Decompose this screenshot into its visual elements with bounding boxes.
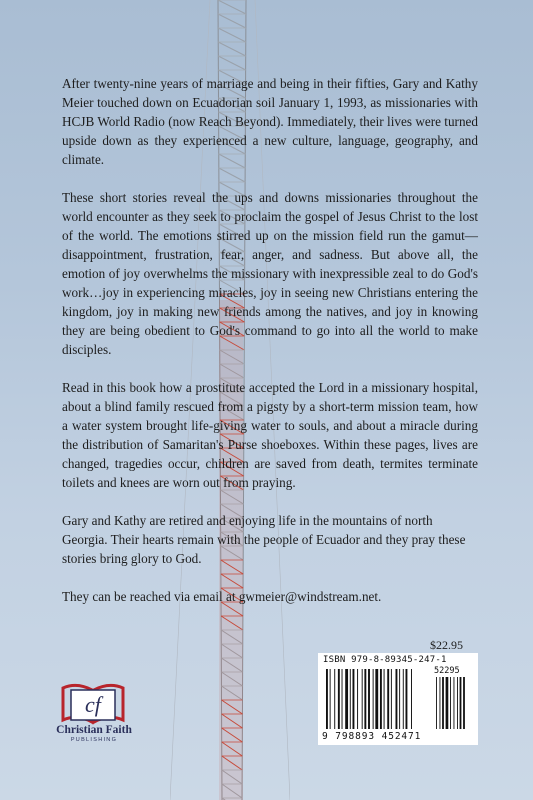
publisher-subtitle: PUBLISHING <box>70 737 118 743</box>
barcode-number: 9 798893 452471 <box>322 731 422 742</box>
isbn-barcode <box>318 653 478 745</box>
description-paragraph-2: These short stories reveal the ups and downs missionaries throughout the world encounter as they seek to proclaim the gospel of Jesus Christ to the lost of the world. The emotions stirred up on the mission field run the gamut—disappointment, frustration, fear, anger, and sadness. But above all, the emotion of joy overwhelms the missionary with inexpressible zeal to do God's work…joy in experiencing miracles, joy in seeing new Christians entering the kingdom, joy in making new friends among the natives, and joy in knowing they are being obedient to God's command to go into all the world to make disciples. <box>62 190 478 357</box>
contact-paragraph: They can be reached via email at gwmeier@windstream.net. <box>62 589 382 604</box>
description-paragraph-4: Gary and Kathy are retired and enjoying life in the mountains of north Georgia. Their hearts remain with the people of Ecuador and they pray these stories bring glory to God. <box>62 513 466 566</box>
isbn-text: ISBN 979-8-89345-247-1 <box>323 655 447 665</box>
publisher-name: Christian Faith <box>56 724 132 736</box>
price-label: $22.95 <box>430 638 463 652</box>
description-text <box>62 74 478 625</box>
description-paragraph-3: Read in this book how a prostitute accepted the Lord in a missionary hospital, about a blind family rescued from a pigsty by a short-term mission team, how a water system brought life-giving water to souls, and about a miracle during the distribution of Samaritan's Purse shoeboxes. Within these pages, lives are changed, tragedies occur, children are saved from death, termites terminate toilets and knees are worn out from praying. <box>62 380 478 490</box>
addon-number: 52295 <box>434 666 460 676</box>
publisher-mark: cf <box>85 692 101 717</box>
description-paragraph-1: After twenty-nine years of marriage and being in their fifties, Gary and Kathy Meier touched down on Ecuadorian soil January 1, 1993, as missionaries with HCJB World Radio (now Reach Beyond). Immediately, their lives were turned upside down as they experienced a new culture, language, geography, and climate. <box>62 76 478 167</box>
